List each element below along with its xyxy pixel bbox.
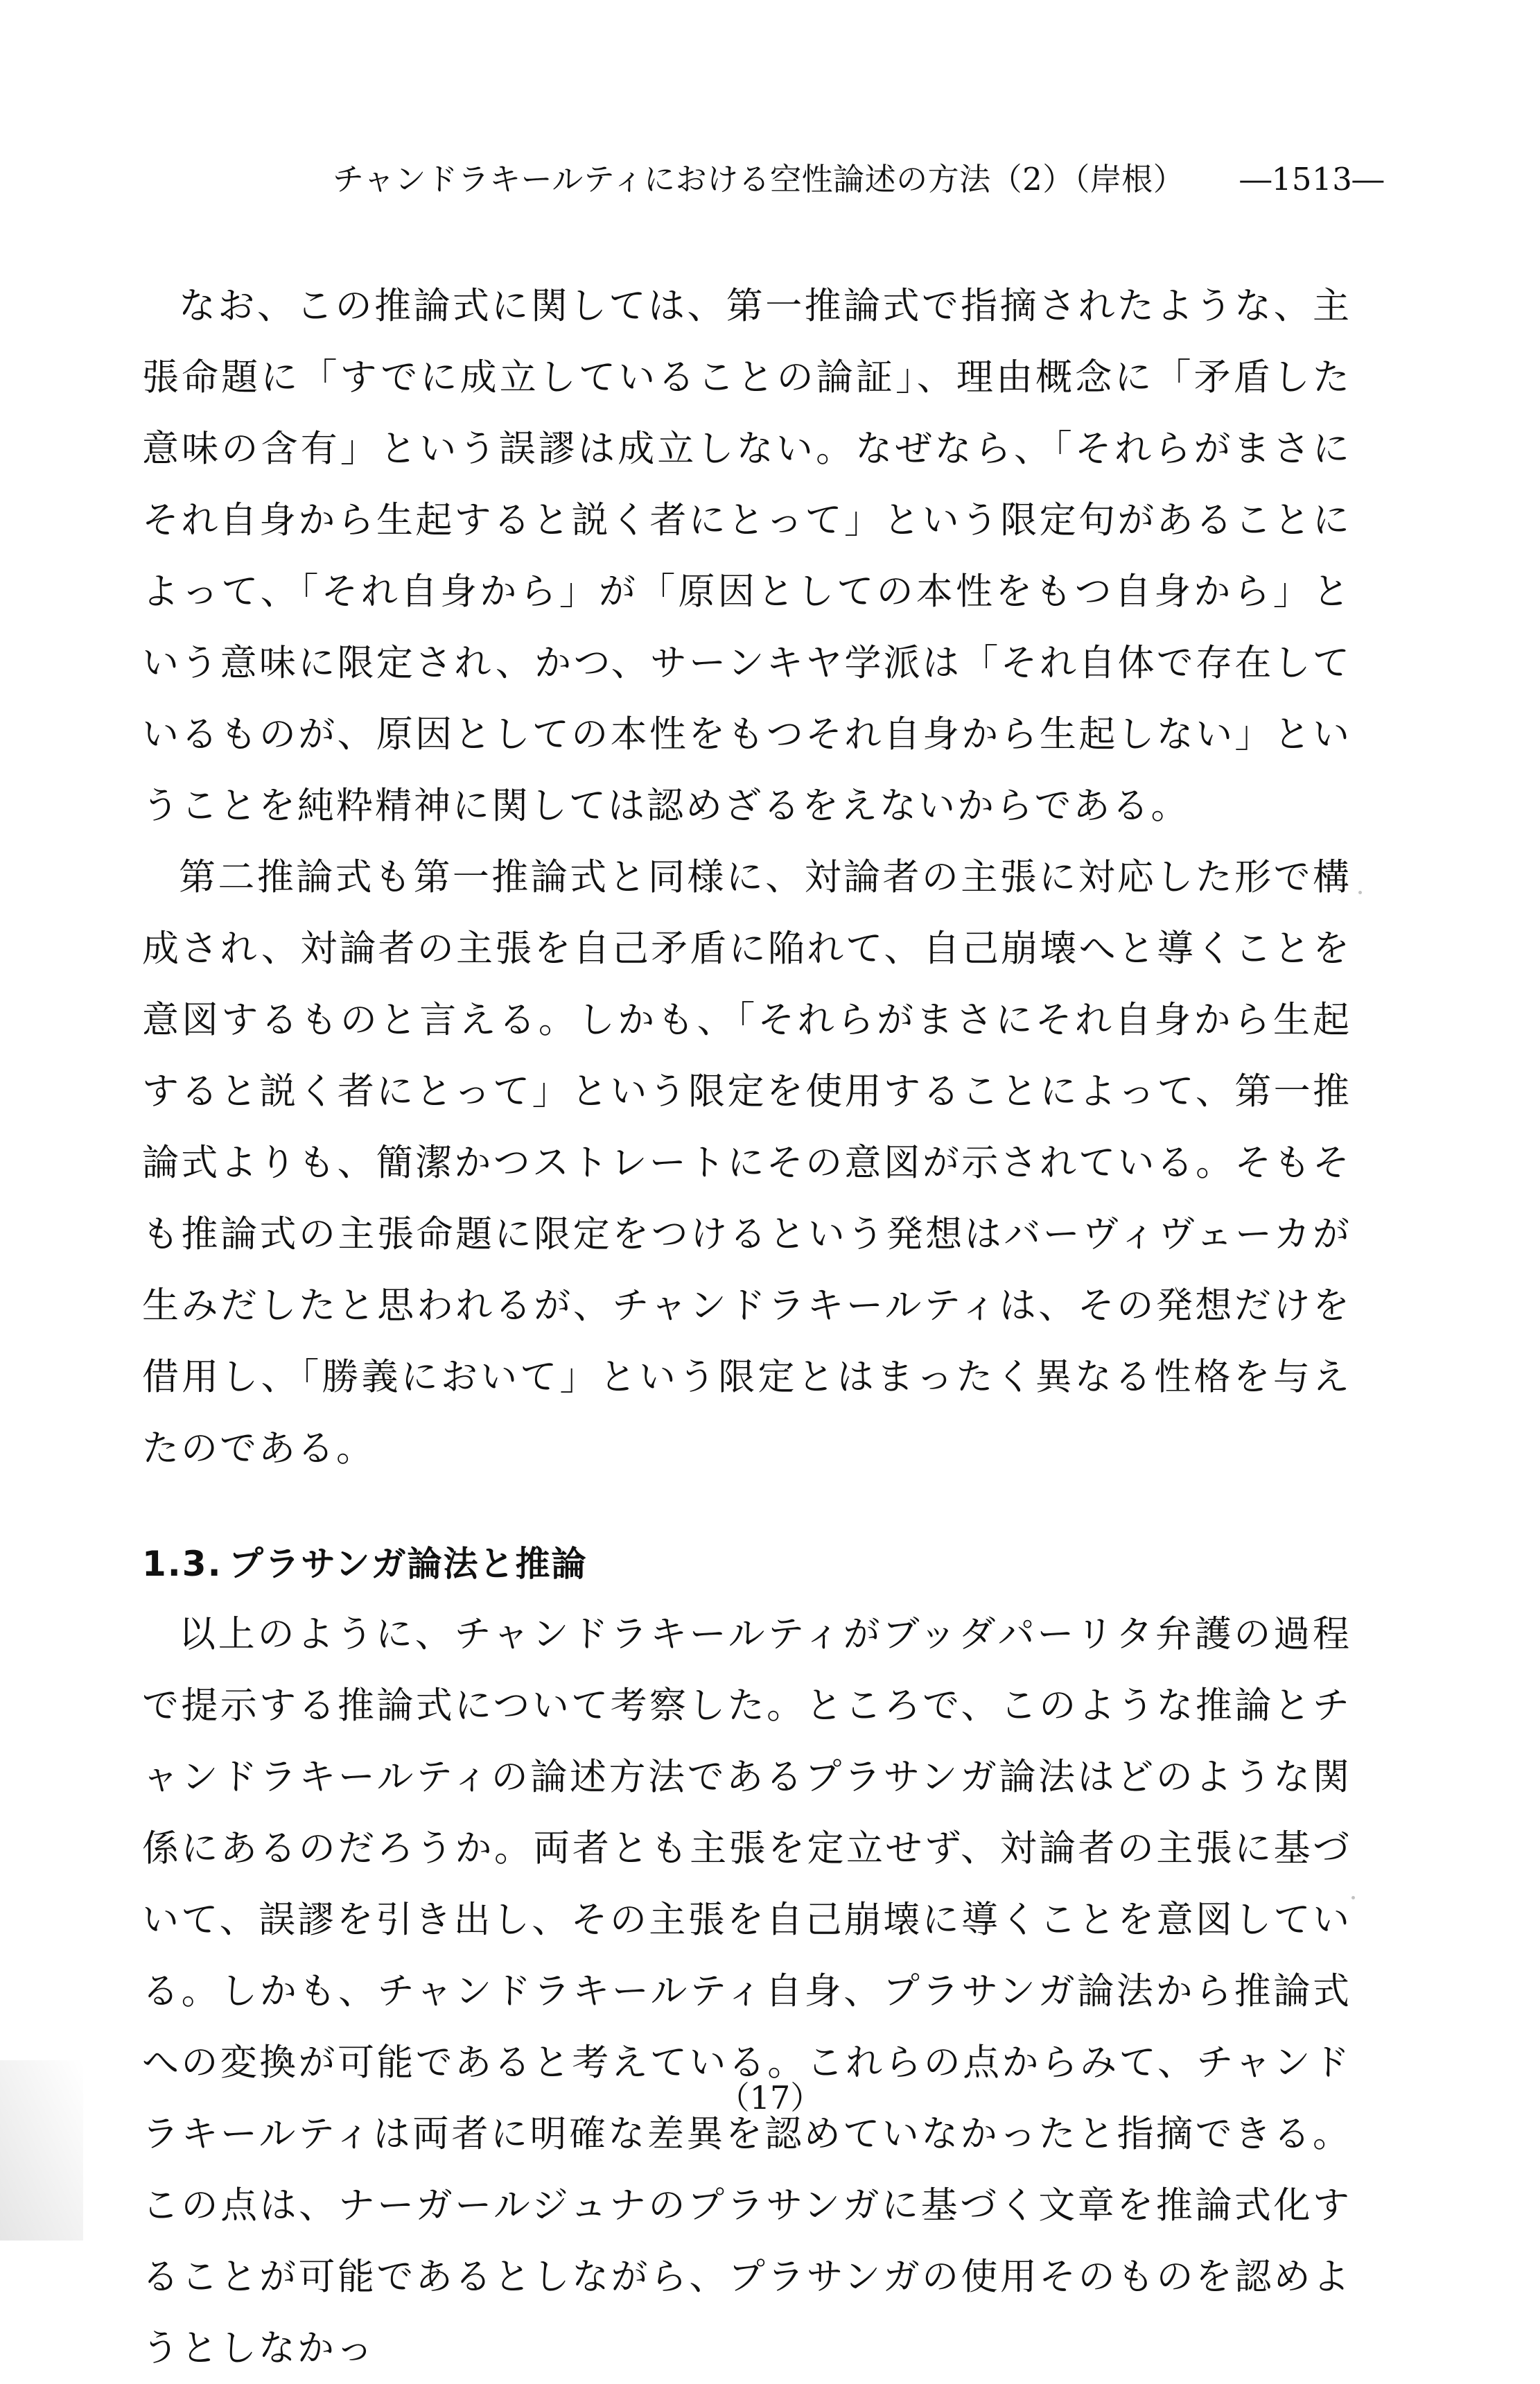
running-header (333, 161, 1384, 198)
scan-speck (1351, 1896, 1355, 1899)
header-title: チャンドラキールティにおける空性論述の方法（2）（岸根） (333, 161, 1185, 198)
main-text (142, 270, 1351, 2384)
section-title: プラサンガ論法と推論 (229, 1544, 588, 1584)
paragraph-1: なお、この推論式に関しては、第一推論式で指摘されたような、主張命題に「すでに成立していることの論証」、理由概念に「矛盾した意味の含有」という誤謬は成立しない。なぜなら、「それらがまさにそれ自身から生起すると説く者にとって」という限定句があることによって、「それ自身から」が「原因としての本性をもつ自身から」という意味に限定され、かつ、サーンキヤ学派は「それ自体で存在しているものが、原因としての本性をもつそれ自身から生起しない」ということを純粋精神に関しては認めざるをえないからである。 (142, 285, 1351, 827)
paragraph-2: 第二推論式も第一推論式と同様に、対論者の主張に対応した形で構成され、対論者の主張を自己矛盾に陥れて、自己崩壊へと導くことを意図するものと言える。しかも、「それらがまさにそれ自身から生起すると説く者にとって」という限定を使用することによって、第一推論式よりも、簡潔かつストレートにその意図が示されている。そもそも推論式の主張命題に限定をつけるという発想はバーヴィヴェーカが生みだしたと思われるが、チャンドラキールティは、その発想だけを借用し、「勝義において」という限定とはまったく異なる性格を与えたのである。 (142, 856, 1351, 1470)
footer-page-number: （17） (717, 2079, 823, 2116)
paragraph-3: 以上のように、チャンドラキールティがブッダパーリタ弁護の過程で提示する推論式について考察した。ところで、このような推論とチャンドラキールティの論述方法であるプラサンガ論法はどのような関係にあるのだろうか。両者とも主張を定立せず、対論者の主張に基づいて、誤謬を引き出し、その主張を自己崩壊に導くことを意図している。しかも、チャンドラキールティ自身、プラサンガ論法から推論式への変換が可能であると考えている。これらの点からみて、チャンドラキールティは両者に明確な差異を認めていなかったと指摘できる。この点は、ナーガールジュナのプラサンガに基づく文章を推論式化することが可能であるとしながら、プラサンガの使用そのものを認めようとしなかっ (142, 1613, 1351, 2369)
section-heading (142, 1529, 1351, 1599)
scan-speck (1358, 891, 1362, 894)
section-number: 1.3. (142, 1544, 222, 1584)
header-page-number: ―1513― (1240, 161, 1384, 198)
